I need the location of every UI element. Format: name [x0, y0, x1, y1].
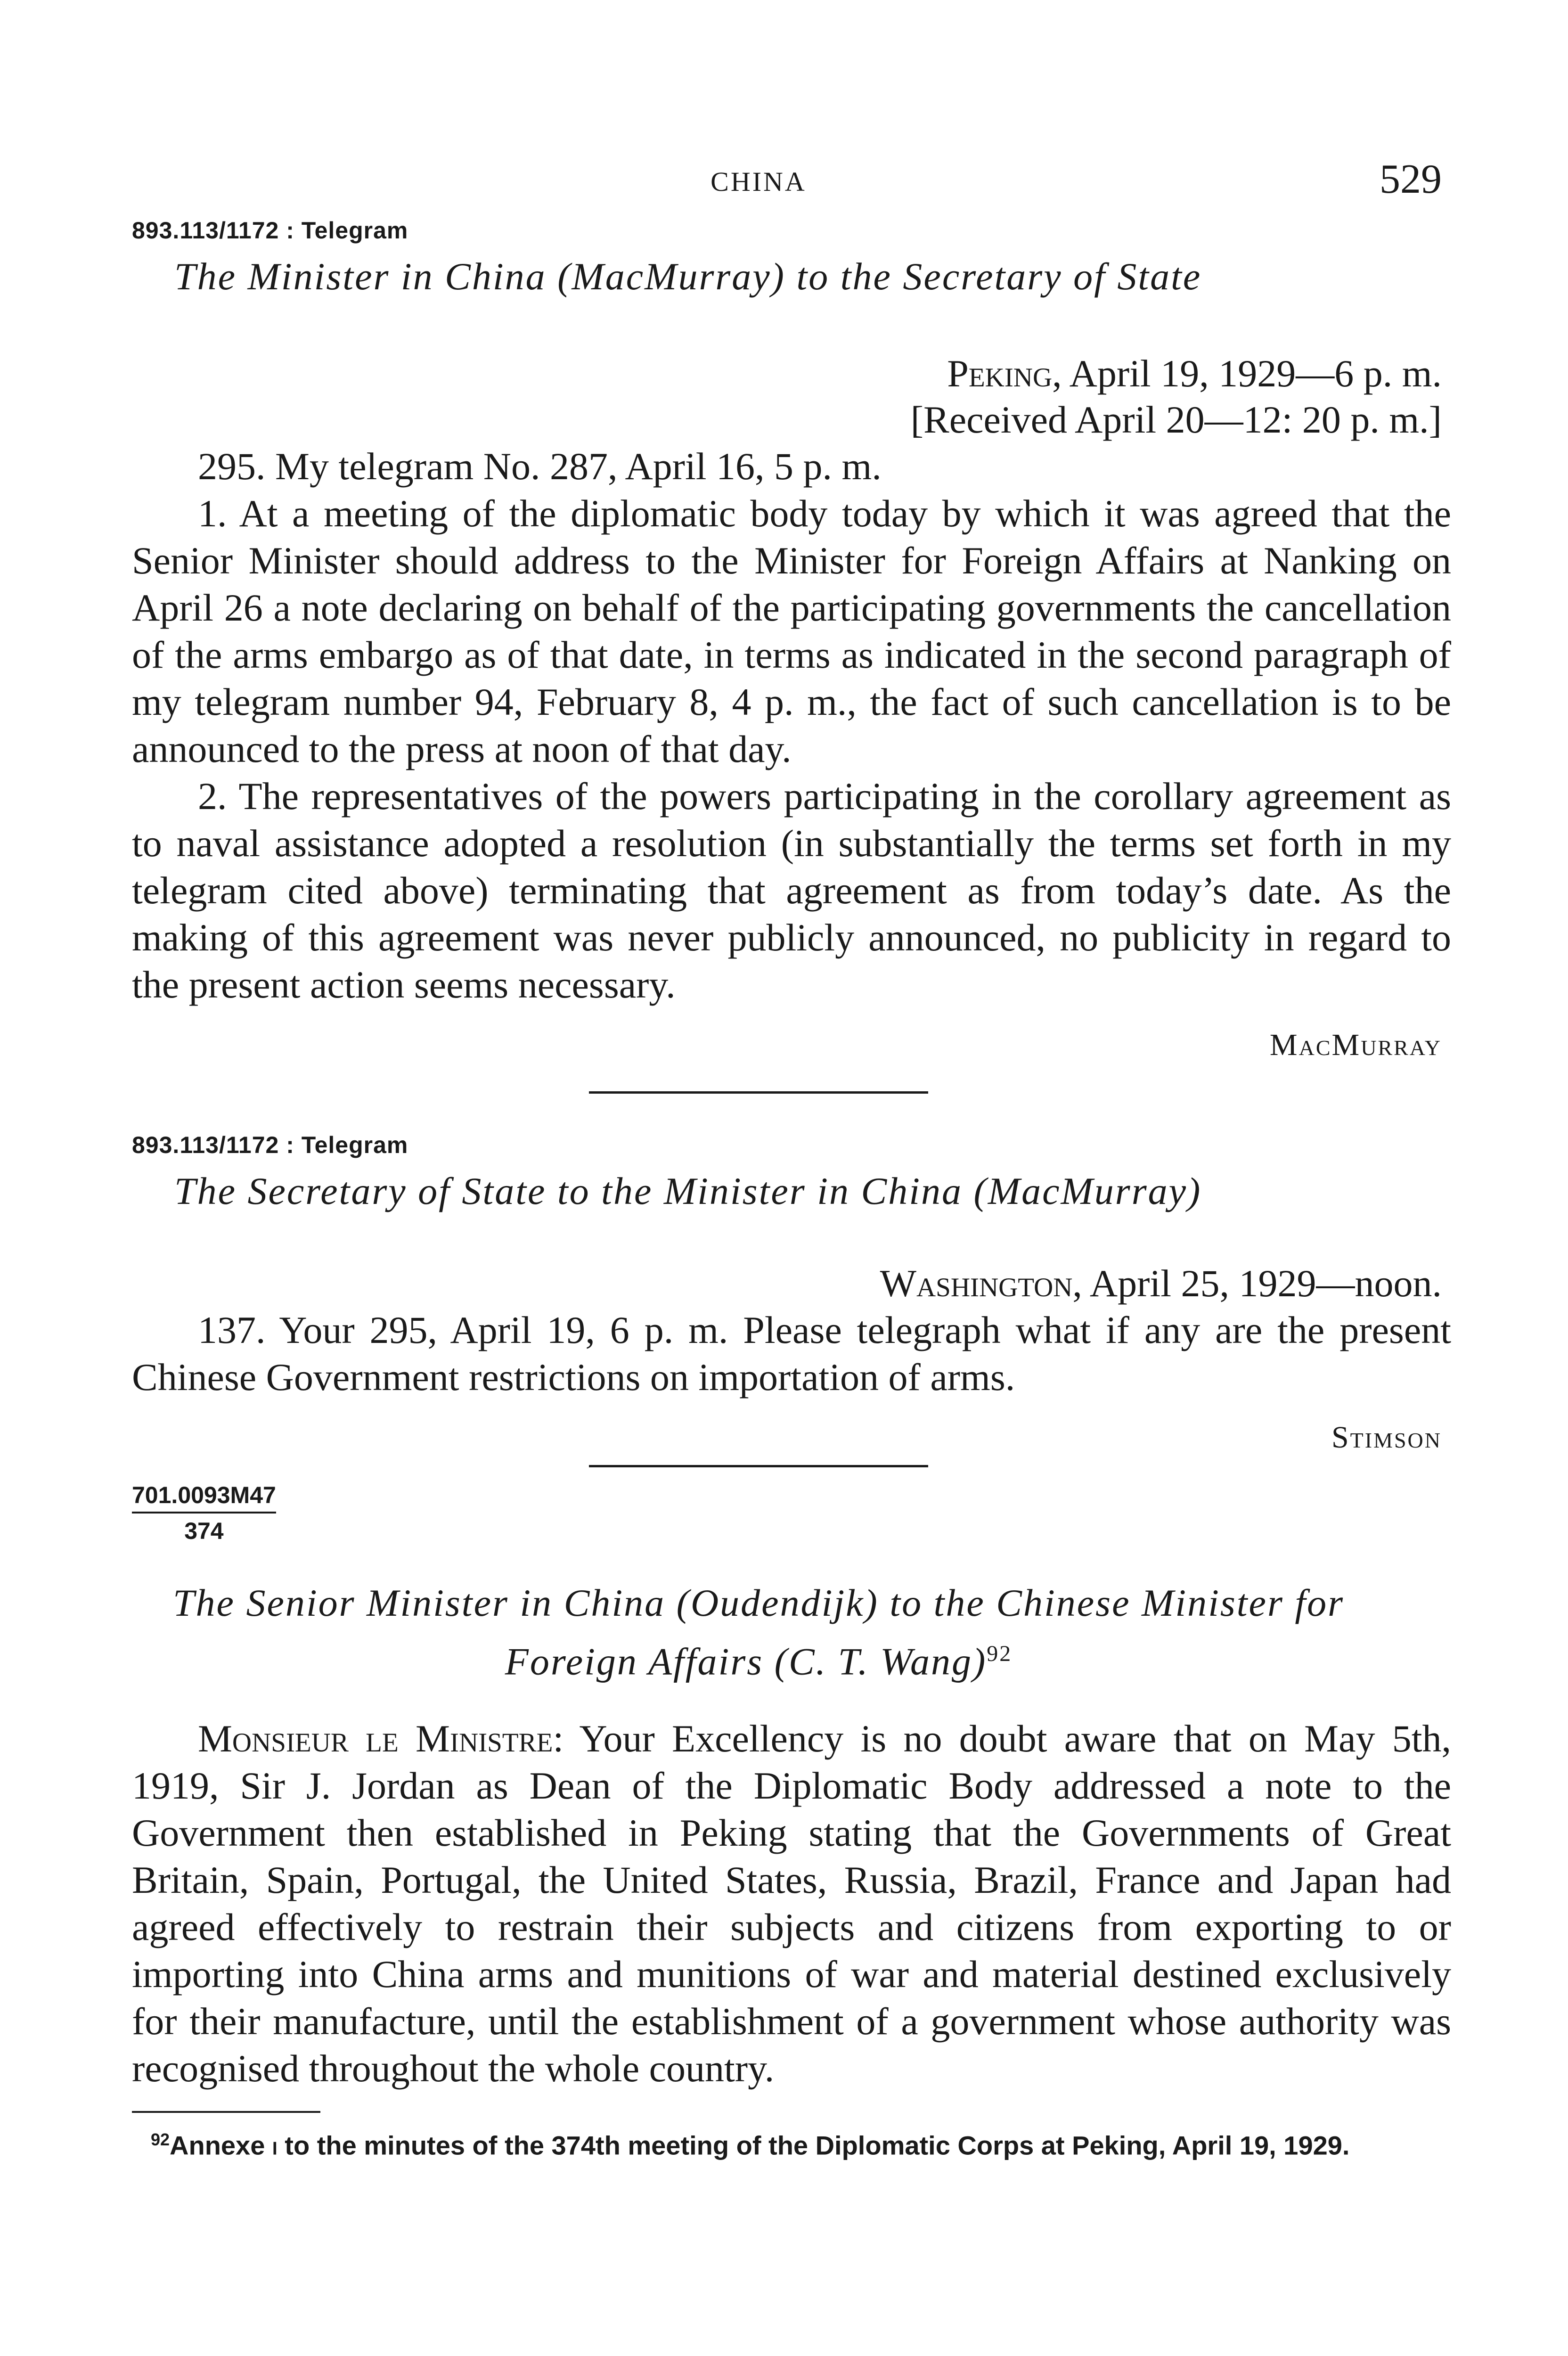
document-title-line-1: The Senior Minister in China (Oudendijk) to the Chinese Minister for [172, 1581, 1345, 1624]
section-divider [589, 1465, 928, 1467]
signature: MacMurray [1269, 1028, 1442, 1062]
paragraph-reference: 295. My telegram No. 287, April 16, 5 p. m. [198, 445, 882, 488]
paragraph-2: 2. The representatives of the powers participating in the corollary agreement as to naval assistance adopted a resolution (in substantially the terms set forth in my telegram cited above) terminating that agreement as from today’s date. As the making of this agreement was never publicly announced, no publicity in regard to the present action seems necessary. [132, 775, 1451, 1006]
footnote-divider [132, 2111, 320, 2113]
file-reference-number: 701.0093M47 [132, 1481, 276, 1513]
footnote-text-before: Annexe [170, 2130, 272, 2160]
document-title-line-2: Foreign Affairs (C. T. Wang) [505, 1640, 987, 1683]
paragraph-1: 137. Your 295, April 19, 6 p. m. Please telegraph what if any are the present Chinese Government restrictions on importation of arms. [132, 1309, 1451, 1399]
footnote [132, 2122, 1451, 2163]
footnote-roman: i [272, 2130, 278, 2160]
file-reference [132, 1481, 276, 1545]
document-1 [132, 217, 1451, 1063]
section-divider [589, 1091, 928, 1094]
footnote-mark: 92 [151, 2130, 170, 2150]
dateline-place: Washington [880, 1262, 1073, 1305]
salutation: Monsieur le Ministre: [198, 1717, 564, 1760]
file-reference: 893.113/1172 : Telegram [132, 1132, 408, 1158]
file-reference-sub: 374 [184, 1518, 224, 1544]
footnote-marker: 92 [987, 1641, 1013, 1666]
dateline [132, 351, 1442, 443]
signature: Stimson [1331, 1420, 1442, 1455]
document-title: The Secretary of State to the Minister in China (MacMurray) [174, 1170, 1202, 1212]
dateline-date: , April 19, 1929—6 p. m. [1052, 352, 1442, 395]
document-title [132, 1578, 1385, 1687]
document-title: The Minister in China (MacMurray) to the Secretary of State [174, 255, 1202, 298]
running-head-title: CHINA [710, 166, 807, 197]
dateline [132, 1260, 1442, 1307]
paragraph-1-text: Your Excellency is no doubt aware that on May 5th, 1919, Sir J. Jordan as Dean of the Diplomatic Body addressed a note to the Government then established in Peking stating that the Governments of Great Britain, Spain, Portugal, the United States, Russia, Brazil, France and Japan had agreed effectively to restrain their subjects and citizens from exporting to or importing into China arms and munitions of war and material destined exclusively for their manufacture, until the establishment of a government whose authority was recognised throughout the whole country. [132, 1717, 1451, 2090]
running-head [132, 155, 1442, 207]
footnote-text-after: to the minutes of the 374th meeting of the Diplomatic Corps at Peking, April 19, 1929. [277, 2130, 1350, 2160]
received-line: [Received April 20—12: 20 p. m.] [910, 398, 1442, 441]
document-page [132, 155, 1451, 2163]
document-2 [132, 1131, 1451, 1456]
page-number: 529 [1380, 156, 1442, 202]
dateline-date: , April 25, 1929—noon. [1072, 1262, 1442, 1305]
dateline-place: Peking [947, 352, 1053, 395]
file-reference: 893.113/1172 : Telegram [132, 217, 408, 244]
paragraph-1 [132, 1715, 1451, 2092]
paragraph-1: 1. At a meeting of the diplomatic body today by which it was agreed that the Senior Minister should address to the Minister for Foreign Affairs at Nanking on April 26 a note declaring on behalf of the participating governments the cancellation of the arms embargo as of that date, in terms as indicated in the second paragraph of my telegram number 94, February 8, 4 p. m., the fact of such cancellation is to be announced to the press at noon of that day. [132, 492, 1451, 770]
document-3 [132, 1481, 1451, 2092]
